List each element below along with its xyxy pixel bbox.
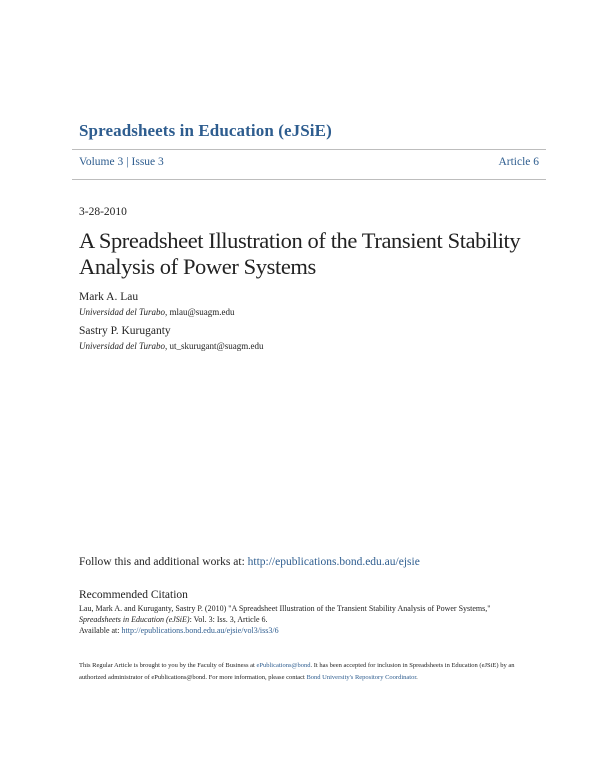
author-1-name: Mark A. Lau bbox=[79, 291, 139, 303]
citation-line-1: Lau, Mark A. and Kuruganty, Sastry P. (2010) "A Spreadsheet Illustration of the Transient Stability Analysis of Power Systems," bbox=[79, 604, 491, 613]
footer-text-3: . bbox=[416, 673, 418, 681]
follow-line bbox=[79, 556, 420, 568]
issue-separator: | bbox=[126, 156, 129, 168]
author-2-email: , ut_skurugant@suagm.edu bbox=[165, 341, 264, 351]
author-1-email: , mlau@suagm.edu bbox=[165, 307, 235, 317]
author-1-institution: Universidad del Turabo bbox=[79, 307, 166, 317]
citation-link[interactable]: http://epublications.bond.edu.au/ejsie/vol3/iss3/6 bbox=[121, 626, 279, 635]
recommended-citation-heading: Recommended Citation bbox=[79, 589, 188, 601]
footer-notice bbox=[79, 660, 539, 683]
header-rule-bottom bbox=[72, 179, 546, 180]
recommended-citation-text bbox=[79, 603, 549, 636]
footer-text-1: This Regular Article is brought to you by the Faculty of Business at bbox=[79, 662, 257, 669]
article-title: A Spreadsheet Illustration of the Transient Stability Analysis of Power Systems bbox=[79, 228, 521, 279]
citation-line-3 bbox=[79, 625, 549, 636]
follow-text: Follow this and additional works at: bbox=[79, 556, 248, 568]
citation-line-2 bbox=[79, 614, 549, 625]
author-2-name: Sastry P. Kuruganty bbox=[79, 325, 171, 337]
volume-link[interactable]: Volume 3 bbox=[79, 156, 124, 168]
footer-epublications-link[interactable]: ePublications@bond bbox=[256, 662, 311, 669]
citation-journal: Spreadsheets in Education (eJSiE) bbox=[79, 615, 190, 624]
author-1-affiliation bbox=[79, 307, 235, 317]
follow-link[interactable]: http://epublications.bond.edu.au/ejsie bbox=[247, 556, 420, 568]
volume-issue-line bbox=[79, 156, 164, 168]
article-number-link[interactable]: Article 6 bbox=[498, 156, 539, 168]
author-2-institution: Universidad del Turabo bbox=[79, 341, 166, 351]
header-rule-top bbox=[72, 149, 546, 150]
publication-date: 3-28-2010 bbox=[79, 206, 127, 218]
issue-link[interactable]: Issue 3 bbox=[131, 156, 164, 168]
footer-repository-link[interactable]: Bond University's Repository Coordinator bbox=[306, 673, 417, 681]
footer-text-2: . It has been accepted for inclusion in Spreadsheets in Education (eJSiE) by an authorized administrator of ePublications@bond. For more information, please contact bbox=[79, 662, 515, 681]
citation-available-label: Available at: bbox=[79, 626, 122, 635]
citation-volume-info: : Vol. 3: Iss. 3, Article 6. bbox=[189, 615, 268, 624]
journal-title-link[interactable]: Spreadsheets in Education (eJSiE) bbox=[79, 121, 332, 140]
author-2-affiliation bbox=[79, 341, 264, 351]
